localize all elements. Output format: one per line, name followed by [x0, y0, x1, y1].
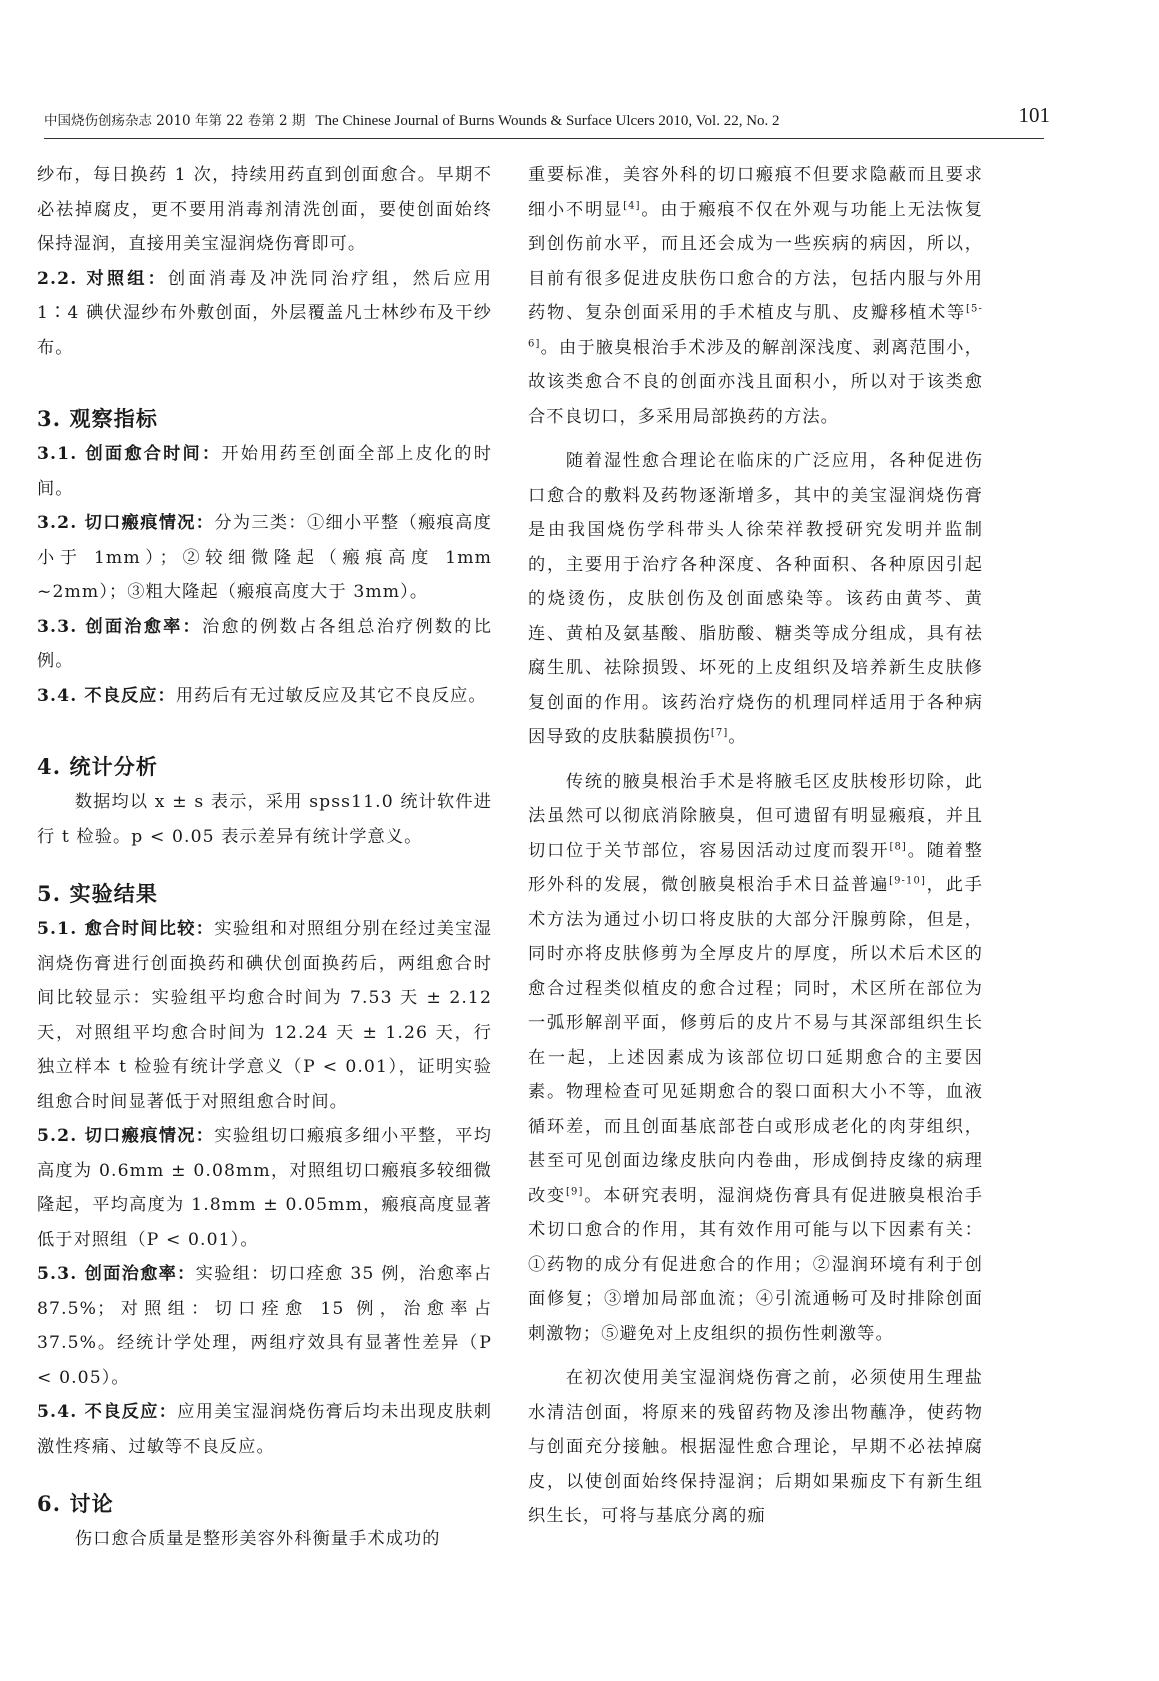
citation: [8] — [889, 840, 907, 852]
text-run: 随着湿性愈合理论在临床的广泛应用，各种促进伤口愈合的敷料及药物逐渐增多，其中的美宝湿润烧伤膏是由我国烧伤学科带头人徐荣祥教授研究发明并监制的，主要用于治疗各种深度、各种面积、各种原因引起的烧烫伤，皮肤创伤及创面感染等。该药由黄芩、黄连、黄柏及氨基酸、脂肪酸、糖类等成分组成，具有祛腐生肌、祛除损毁、坏死的上皮组织及培养新生皮肤修复创面的作用。该药治疗烧伤的机理同样适用于各种病因导致的皮肤黏膜损伤 — [528, 451, 983, 747]
left-column — [37, 158, 492, 1557]
subsection-3-4 — [37, 679, 492, 714]
citation: [7] — [710, 727, 729, 739]
subsection-text: 用药后有无过敏反应及其它不良反应。 — [175, 685, 487, 706]
text-run: 重要标准，美容外科的切口瘢痕不但要求隐蔽而且要求细小不明显 — [528, 165, 983, 220]
section-heading-3: 3. 观察指标 — [37, 406, 158, 431]
section-heading-6: 6. 讨论 — [37, 1491, 114, 1516]
text-run: 。由于腋臭根治手术涉及的解剖深浅度、剥离范围小，故该类愈合不良的创面亦浅且面积小，所以对于该类愈合不良切口，多采用局部换药的方法。 — [528, 337, 983, 427]
text-run: ，此手术方法为通过小切口将皮肤的大部分汗腺剪除，但是，同时亦将皮肤修剪为全厚皮片的厚度，所以术后术区的愈合过程类似植皮的愈合过程；同时，术区所在部位为一弧形解剖平面，修剪后的皮片不易与其深部组织生长在一起，上述因素成为该部位切口延期愈合的主要因素。物理检查可见延期愈合的裂口面积大小不等，血液循环差，而且创面基底部苍白或形成老化的肉芽组织，甚至可见创面边缘皮肤向内卷曲，形成倒持皮缘的病理改变 — [528, 875, 983, 1206]
text-run: 。本研究表明，湿润烧伤膏具有促进腋臭根治手术切口愈合的作用，其有效作用可能与以下因素有关：①药物的成分有促进愈合的作用；②湿润环境有利于创面修复；③增加局部血流；④引流通畅可及时排除创面刺激物；⑤避免对上皮组织的损伤性刺激等。 — [528, 1185, 983, 1344]
section-heading-4: 4. 统计分析 — [37, 754, 158, 779]
subsection-3-3 — [37, 610, 492, 679]
citation: [9] — [566, 1185, 584, 1197]
journal-citation — [44, 108, 780, 134]
journal-title-en: The Chinese Journal of Burns Wounds & Surface Ulcers 2010, Vol. 22, No. 2 — [315, 113, 780, 129]
subsection-text: 实验组：切口痊愈 35 例，治愈率占 87.5%；对照组：切口痊愈 15 例，治愈率占 37.5%。经统计学处理，两组疗效具有显著性差异（P < 0.05）。 — [37, 1264, 492, 1388]
subsection-text: 创面消毒及冲洗同治疗组，然后应用 1∶4 碘伏湿纱布外敷创面，外层覆盖凡士林纱布及干纱布。 — [37, 268, 492, 358]
journal-title-cn: 中国烧伤创疡杂志 2010 年第 22 卷第 2 期 — [44, 113, 306, 129]
running-header — [44, 103, 1050, 139]
subsection-5-3 — [37, 1257, 492, 1395]
page-number: 101 — [1018, 103, 1050, 127]
subsection-2-2 — [37, 262, 492, 366]
subsection-heading: 3.4. 不良反应： — [37, 685, 176, 706]
subsection-text: 分为三类：①细小平整（瘢痕高度小于 1mm）；②较细微隆起（瘢痕高度 1mm ~2mm）；③粗大隆起（瘢痕高度大于 3mm）。 — [37, 513, 492, 602]
subsection-5-4 — [37, 1395, 492, 1464]
subsection-3-2 — [37, 506, 492, 610]
subsection-text: 治愈的例数占各组总治疗例数的比例。 — [37, 616, 492, 671]
subsection-heading: 5.1. 愈合时间比较： — [37, 919, 215, 939]
paragraph — [528, 765, 983, 1352]
text-run: 。由于瘢痕不仅在外观与功能上无法恢复到创伤前水平，而且还会成为一些疾病的病因，所以，目前有很多促进皮肤伤口愈合的方法，包括内服与外用药物、复杂创面采用的手术植皮与肌、皮瓣移植术等 — [528, 199, 983, 323]
text-run: 。 — [728, 727, 747, 747]
text-run: 。随着整形外科的发展，微创腋臭根治手术日益普遍 — [528, 840, 983, 895]
paragraph: 在初次使用美宝湿润烧伤膏之前，必须使用生理盐水清洁创面，将原来的残留药物及渗出物蘸净，使药物与创面充分接触。根据湿性愈合理论，早期不必祛掉腐皮，以使创面始终保持湿润；后期如果痂皮下有新生组织生长，可将与基底分离的痂 — [528, 1368, 983, 1526]
paragraph: 数据均以 x ± s 表示，采用 spss11.0 统计软件进行 t 检验。p < 0.05 表示差异有统计学意义。 — [37, 792, 492, 847]
subsection-heading: 2.2. 对照组： — [37, 268, 168, 289]
citation: [9-10] — [889, 875, 926, 887]
right-column — [528, 158, 983, 1534]
subsection-text: 实验组切口瘢痕多细小平整，平均高度为 0.6mm ± 0.08mm，对照组切口瘢痕多较细微隆起，平均高度为 1.8mm ± 0.05mm，瘢痕高度显著低于对照组（P < 0.01）。 — [37, 1126, 492, 1250]
section-heading-5: 5. 实验结果 — [37, 881, 158, 906]
citation: [4] — [623, 199, 641, 211]
text-run: 传统的腋臭根治手术是将腋毛区皮肤梭形切除，此法虽然可以彻底消除腋臭，但可遗留有明显瘢痕，并且切口位于关节部位，容易因活动过度而裂开 — [528, 771, 983, 861]
subsection-heading: 5.4. 不良反应： — [37, 1402, 178, 1422]
citation: [5-6] — [528, 303, 983, 349]
paragraph: 纱布，每日换药 1 次，持续用药直到创面愈合。早期不必祛掉腐皮，更不要用消毒剂清洗创面，要使创面始终保持湿润，直接用美宝湿润烧伤膏即可。 — [37, 165, 492, 254]
paragraph: 伤口愈合质量是整形美容外科衡量手术成功的 — [74, 1529, 441, 1549]
subsection-text: 实验组和对照组分别在经过美宝湿润烧伤膏进行创面换药和碘伏创面换药后，两组愈合时间比较显示：实验组平均愈合时间为 7.53 天 ± 2.12 天，对照组平均愈合时间为 12.24 天 ± 1.26 天，行独立样本 t 检验有统计学意义（P < 0.01），证明实验组愈合时间显著低于对照组愈合时间。 — [37, 919, 492, 1112]
subsection-5-1 — [37, 912, 492, 1119]
subsection-text: 开始用药至创面全部上皮化的时间。 — [37, 444, 492, 499]
subsection-3-1 — [37, 437, 492, 506]
paragraph — [528, 444, 983, 755]
paragraph — [528, 158, 983, 434]
subsection-5-2 — [37, 1119, 492, 1257]
subsection-heading: 5.3. 创面治愈率： — [37, 1264, 196, 1284]
subsection-text: 应用美宝湿润烧伤膏后均未出现皮肤刺激性疼痛、过敏等不良反应。 — [37, 1402, 493, 1457]
subsection-heading: 3.2. 切口瘢痕情况： — [37, 513, 215, 533]
subsection-heading: 3.1. 创面愈合时间： — [37, 444, 222, 464]
subsection-heading: 5.2. 切口瘢痕情况： — [37, 1126, 215, 1146]
subsection-heading: 3.3. 创面治愈率： — [37, 616, 202, 637]
